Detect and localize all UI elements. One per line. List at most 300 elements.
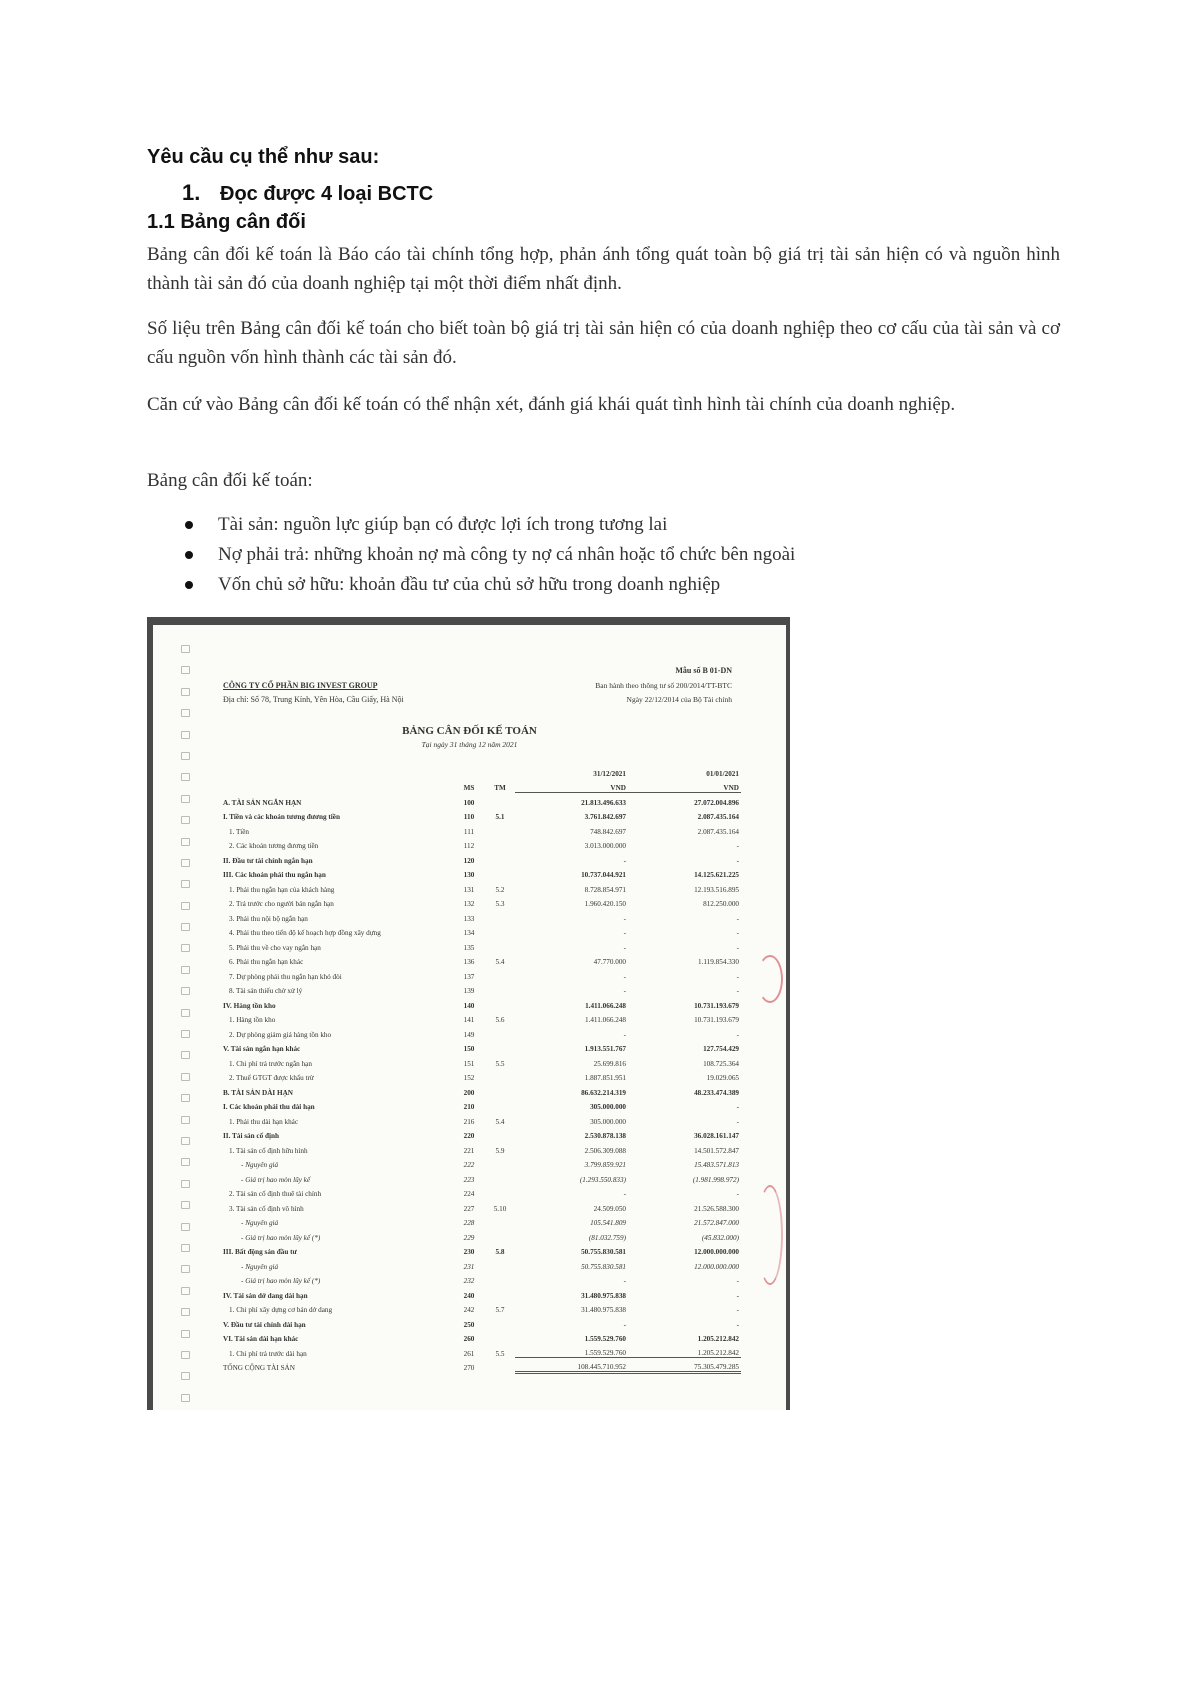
table-row	[221, 981, 741, 996]
row-label: 2. Dự phòng giảm giá hàng tồn kho	[229, 1030, 332, 1039]
row-note	[485, 1314, 515, 1329]
row-note	[485, 1039, 515, 1054]
row-code: 232	[463, 1277, 475, 1285]
bullet-icon	[185, 521, 193, 529]
row-value-2021: 1.913.551.767	[584, 1045, 626, 1053]
paragraph: Căn cứ vào Bảng cân đối kế toán có thể nhận xét, đánh giá khái quát tình hình tài chính của doanh nghiệp.	[147, 394, 956, 415]
row-value-2020: 19.029.065	[706, 1074, 739, 1082]
binding-hole-icon	[181, 902, 190, 910]
binding-hole-icon	[181, 1308, 190, 1316]
row-code: 141	[463, 1016, 475, 1024]
row-value-2021: 2.530.878.138	[584, 1132, 626, 1140]
bullet-icon	[185, 581, 193, 589]
row-note	[485, 937, 515, 952]
bullet-list	[182, 510, 795, 600]
row-note	[485, 1024, 515, 1039]
row-label: 1. Chi phí trả trước dài hạn	[229, 1349, 307, 1358]
table-row	[221, 1314, 741, 1329]
row-value-2021: 86.632.214.319	[581, 1088, 626, 1097]
row-value-2020: 1.119.854.330	[697, 958, 739, 966]
row-value-2021: 3.013.000.000	[584, 842, 626, 850]
row-value-2020: -	[736, 1277, 739, 1285]
row-code: 110	[463, 813, 475, 821]
row-label: 1. Hàng tồn kho	[229, 1016, 276, 1024]
row-note	[485, 792, 515, 807]
row-code: 131	[463, 885, 475, 894]
row-value-2020: -	[736, 943, 739, 952]
row-value-2020: 36.028.161.147	[694, 1132, 739, 1140]
row-note	[485, 981, 515, 996]
row-label: 1. Tài sản cố định hữu hình	[229, 1146, 308, 1155]
column-tm: TM	[494, 784, 506, 792]
list-item-text: Vốn chủ sở hữu: khoản đầu tư của chủ sở hữu trong doanh nghiệp	[218, 574, 721, 595]
row-value-2020: -	[736, 914, 739, 923]
row-label: 5. Phải thu về cho vay ngắn hạn	[229, 943, 321, 952]
binding-hole-icon	[181, 666, 190, 674]
row-note	[485, 1082, 515, 1097]
row-value-2021: -	[623, 1030, 626, 1039]
row-label: 2. Tài sản cố định thuê tài chính	[229, 1190, 322, 1198]
row-value-2020: 812.250.000	[703, 900, 739, 908]
binding-hole-icon	[181, 966, 190, 974]
numbered-heading	[182, 180, 433, 206]
row-code: 230	[463, 1248, 475, 1256]
table-row	[221, 952, 741, 967]
row-label: 2. Trả trước cho người bán ngắn hạn	[229, 900, 334, 908]
row-code: 134	[463, 929, 475, 937]
column-unit-1: VND	[515, 778, 628, 793]
row-label: B. TÀI SẢN DÀI HẠN	[223, 1088, 293, 1097]
list-item	[182, 510, 795, 540]
row-code: 227	[463, 1204, 475, 1213]
row-value-2020: -	[736, 1320, 739, 1329]
row-label: 4. Phải thu theo tiến độ kế hoạch hợp đồng xây dựng	[229, 929, 381, 937]
table-row	[221, 1126, 741, 1141]
row-code: 135	[463, 943, 475, 952]
row-value-2020: 1.205.212.842	[697, 1349, 739, 1357]
row-code: 152	[463, 1074, 475, 1082]
list-item	[182, 570, 795, 600]
row-code: 242	[463, 1306, 475, 1314]
column-date-1: 31/12/2021	[593, 769, 626, 778]
table-header-row	[221, 778, 741, 793]
list-item-text: Tài sản: nguồn lực giúp bạn có được lợi ích trong tương lai	[218, 514, 668, 535]
row-code: 149	[463, 1030, 475, 1039]
numbered-heading-number: 1.	[182, 180, 201, 205]
paragraph: Số liệu trên Bảng cân đối kế toán cho biết toàn bộ giá trị tài sản hiện có của doanh nghiệp theo cơ cấu của tài sản và cơ cấu nguồn vốn hình thành các tài sản đó.	[147, 318, 1060, 368]
row-label: 3. Tài sản cố định vô hình	[229, 1204, 304, 1213]
row-value-2021: 8.728.854.971	[584, 885, 626, 894]
binding-hole-icon	[181, 688, 190, 696]
table-row	[221, 966, 741, 981]
table-row	[221, 792, 741, 807]
row-value-2020: 75.305.479.285	[628, 1358, 741, 1373]
binding-hole-icon	[181, 923, 190, 931]
row-note: 5.3	[495, 900, 505, 908]
row-code: 139	[463, 987, 475, 995]
issued-by: Ban hành theo thông tư số 200/2014/TT-BTC	[595, 681, 732, 690]
row-note	[485, 1256, 515, 1271]
table-row	[221, 879, 741, 894]
row-value-2020: 2.087.435.164	[697, 827, 739, 836]
row-label: - Giá trị hao mòn lũy kế (*)	[241, 1277, 321, 1285]
row-note: 5.5	[495, 1349, 505, 1358]
row-code: 137	[463, 972, 475, 981]
row-value-2021: 10.737.044.921	[581, 871, 626, 879]
row-note	[485, 865, 515, 880]
row-value-2021: 748.842.697	[590, 827, 626, 836]
row-code: 261	[463, 1349, 475, 1358]
list-item-text: Nợ phải trả: những khoản nợ mà công ty nợ cá nhân hoặc tổ chức bên ngoài	[218, 544, 796, 565]
row-value-2021: 108.445.710.952	[515, 1358, 628, 1373]
row-value-2020: 21.526.588.300	[694, 1204, 739, 1213]
paragraph: Bảng cân đối kế toán là Báo cáo tài chính tổng hợp, phản ánh tổng quát toàn bộ giá trị tài sản hiện có và nguồn hình thành tài sản đó của doanh nghiệp tại một thời điểm nhất định.	[147, 244, 1060, 294]
table-row	[221, 1140, 741, 1155]
row-note: 5.9	[495, 1146, 505, 1155]
binding-hole-icon	[181, 1351, 190, 1359]
row-note: 5.4	[495, 958, 505, 966]
table-row	[221, 1242, 741, 1257]
row-value-2021: (81.032.759)	[588, 1233, 626, 1242]
row-value-2021: 2.506.309.088	[584, 1146, 626, 1155]
row-value-2021: 105.541.809	[590, 1219, 626, 1227]
row-note	[485, 1358, 515, 1373]
row-label: A. TÀI SẢN NGẮN HẠN	[223, 798, 302, 807]
row-value-2020: (45.832.000)	[701, 1233, 739, 1242]
balance-sheet-subtitle: Tại ngày 31 tháng 12 năm 2021	[421, 740, 518, 749]
table-row	[221, 908, 741, 923]
row-note	[485, 1213, 515, 1228]
row-value-2021: 305.000.000	[590, 1103, 626, 1111]
row-value-2021: 25.699.816	[593, 1059, 626, 1068]
row-code: 151	[463, 1059, 475, 1068]
balance-sheet-table	[221, 763, 741, 1374]
row-code: 100	[463, 798, 475, 807]
row-value-2020: 14.501.572.847	[694, 1146, 739, 1155]
row-note	[485, 821, 515, 836]
binding-hole-icon	[181, 1180, 190, 1188]
row-code: 221	[463, 1146, 475, 1155]
row-value-2020: 15.483.571.813	[694, 1161, 739, 1169]
row-code: 240	[463, 1291, 475, 1300]
row-value-2020: 48.233.474.389	[694, 1088, 739, 1097]
row-value-2021: -	[623, 943, 626, 952]
binding-hole-icon	[181, 1030, 190, 1038]
row-value-2020: -	[736, 1306, 739, 1314]
row-value-2020: -	[736, 1103, 739, 1111]
row-code: 224	[463, 1190, 475, 1198]
row-value-2021: 50.755.830.581	[581, 1262, 626, 1271]
table-row	[221, 1024, 741, 1039]
row-code: 216	[463, 1117, 475, 1126]
row-label: - Nguyên giá	[241, 1262, 279, 1271]
table-row	[221, 1053, 741, 1068]
binding-hole-icon	[181, 1244, 190, 1252]
row-label: I. Tiền và các khoản tương đương tiền	[223, 813, 340, 821]
red-stamp-mark	[757, 955, 783, 1003]
row-label: 1. Phải thu dài hạn khác	[229, 1117, 299, 1126]
row-label: - Giá trị hao mòn lũy kế (*)	[241, 1233, 321, 1242]
table-row	[221, 1155, 741, 1170]
binding-hole-icon	[181, 709, 190, 717]
row-value-2021: -	[623, 987, 626, 995]
paragraph: Bảng cân đối kế toán:	[147, 470, 313, 491]
binding-holes	[181, 645, 195, 1405]
binding-hole-icon	[181, 1265, 190, 1273]
row-note	[485, 1097, 515, 1112]
binding-hole-icon	[181, 1158, 190, 1166]
row-note	[485, 1285, 515, 1300]
table-row	[221, 923, 741, 938]
row-label: V. Tài sản ngắn hạn khác	[223, 1045, 301, 1053]
row-note: 5.4	[495, 1117, 505, 1126]
row-label: - Giá trị hao mòn lũy kế	[241, 1175, 311, 1184]
row-note: 5.8	[495, 1248, 505, 1256]
row-code: 223	[463, 1175, 475, 1184]
row-code: 136	[463, 958, 475, 966]
row-label: VI. Tài sản dài hạn khác	[223, 1335, 299, 1343]
table-row	[221, 995, 741, 1010]
row-note	[485, 923, 515, 938]
row-code: 222	[463, 1161, 475, 1169]
row-label: - Nguyên giá	[241, 1161, 279, 1169]
row-value-2021: 47.770.000	[593, 958, 626, 966]
row-note: 5.1	[495, 813, 505, 821]
column-date-2: 01/01/2021	[706, 769, 739, 778]
row-note: 5.6	[495, 1016, 505, 1024]
row-value-2021: 1.960.420.150	[584, 900, 626, 908]
binding-hole-icon	[181, 1223, 190, 1231]
binding-hole-icon	[181, 1094, 190, 1102]
row-value-2021: 305.000.000	[590, 1117, 626, 1126]
column-ms: MS	[463, 784, 475, 792]
red-stamp-mark	[757, 1185, 783, 1285]
row-value-2020: -	[736, 972, 739, 981]
row-note: 5.7	[495, 1306, 505, 1314]
row-value-2021: 24.509.050	[593, 1204, 626, 1213]
table-row	[221, 1111, 741, 1126]
row-note: 5.10	[493, 1204, 507, 1213]
row-value-2020: 21.572.847.000	[694, 1219, 739, 1227]
binding-hole-icon	[181, 987, 190, 995]
row-label: 2. Các khoản tương đương tiền	[229, 842, 319, 850]
row-label: 1. Phải thu ngắn hạn của khách hàng	[229, 885, 335, 894]
row-value-2021: -	[623, 914, 626, 923]
row-value-2020: 10.731.193.679	[694, 1016, 739, 1024]
binding-hole-icon	[181, 752, 190, 760]
table-row	[221, 1010, 741, 1025]
issued-date: Ngày 22/12/2014 của Bộ Tài chính	[626, 695, 732, 704]
row-code: 260	[463, 1335, 475, 1343]
binding-hole-icon	[181, 1051, 190, 1059]
numbered-heading-label: Đọc được 4 loại BCTC	[220, 183, 434, 205]
table-row	[221, 1097, 741, 1112]
row-value-2021: 1.559.529.760	[584, 1335, 626, 1343]
row-value-2021: 31.480.975.838	[581, 1291, 626, 1300]
table-header-row	[221, 763, 741, 778]
row-label: 6. Phải thu ngắn hạn khác	[229, 958, 304, 966]
table-row	[221, 1343, 741, 1358]
row-note	[485, 836, 515, 851]
binding-hole-icon	[181, 795, 190, 803]
row-value-2020: 12.000.000.000	[694, 1248, 739, 1256]
table-row	[221, 1068, 741, 1083]
table-row	[221, 1271, 741, 1286]
row-value-2020: -	[736, 987, 739, 995]
row-value-2021: 1.559.529.760	[584, 1349, 626, 1357]
list-item	[182, 540, 795, 570]
row-value-2021: -	[623, 1190, 626, 1198]
binding-hole-icon	[181, 880, 190, 888]
row-code: 250	[463, 1320, 475, 1329]
binding-hole-icon	[181, 1394, 190, 1402]
table-row	[221, 836, 741, 851]
row-label: IV. Tài sản dở dang dài hạn	[223, 1291, 308, 1300]
table-row	[221, 894, 741, 909]
row-label: 8. Tài sản thiếu chờ xử lý	[229, 987, 303, 995]
binding-hole-icon	[181, 1009, 190, 1017]
row-value-2020: -	[736, 1190, 739, 1198]
binding-hole-icon	[181, 1372, 190, 1380]
row-note	[485, 1155, 515, 1170]
row-note	[485, 1126, 515, 1141]
row-value-2020: -	[736, 842, 739, 850]
table-row	[221, 937, 741, 952]
row-note	[485, 1169, 515, 1184]
row-code: 210	[463, 1103, 475, 1111]
binding-hole-icon	[181, 1073, 190, 1081]
row-label: I. Các khoản phải thu dài hạn	[223, 1103, 315, 1111]
binding-hole-icon	[181, 816, 190, 824]
row-code: 111	[463, 827, 475, 836]
row-label: II. Đầu tư tài chính ngắn hạn	[223, 856, 313, 865]
table-row	[221, 1227, 741, 1242]
row-value-2021: 3.761.842.697	[584, 813, 626, 821]
row-code: 270	[463, 1364, 475, 1372]
row-value-2021: 31.480.975.838	[581, 1306, 626, 1314]
column-unit-2: VND	[628, 778, 741, 793]
table-row	[221, 1213, 741, 1228]
form-number: Mẫu số B 01-DN	[675, 666, 732, 675]
row-value-2020: 12.000.000.000	[694, 1262, 739, 1271]
bullet-icon	[185, 551, 193, 559]
scanned-paper	[153, 625, 786, 1410]
row-code: 200	[463, 1088, 475, 1097]
requirements-heading: Yêu cầu cụ thể như sau:	[147, 146, 380, 168]
table-row	[221, 1039, 741, 1054]
table-row	[221, 1082, 741, 1097]
row-value-2020: -	[736, 1117, 739, 1126]
table-row	[221, 1198, 741, 1213]
row-label: 2. Thuế GTGT được khấu trừ	[229, 1074, 314, 1082]
row-label: V. Đầu tư tài chính dài hạn	[223, 1320, 306, 1329]
row-code: 112	[463, 842, 475, 850]
row-note	[485, 995, 515, 1010]
row-label: 7. Dự phòng phải thu ngắn hạn khó đòi	[229, 972, 342, 981]
binding-hole-icon	[181, 645, 190, 653]
binding-hole-icon	[181, 838, 190, 846]
row-code: 140	[463, 1001, 475, 1010]
company-name: CÔNG TY CỔ PHẦN BIG INVEST GROUP	[223, 681, 378, 690]
row-note	[485, 1227, 515, 1242]
row-value-2021: 3.799.859.921	[584, 1161, 626, 1169]
row-value-2021: -	[623, 1320, 626, 1329]
row-code: 220	[463, 1132, 475, 1140]
row-value-2020: 108.725.364	[703, 1059, 739, 1068]
row-value-2020: 1.205.212.842	[697, 1335, 739, 1343]
row-value-2020: 127.754.429	[703, 1045, 739, 1053]
row-label: III. Bất động sản đầu tư	[223, 1248, 297, 1256]
row-note	[485, 908, 515, 923]
binding-hole-icon	[181, 944, 190, 952]
row-value-2021: (1.293.550.833)	[579, 1175, 626, 1184]
row-code: 130	[463, 871, 475, 879]
row-note	[485, 1184, 515, 1199]
row-value-2021: 1.411.066.248	[585, 1001, 626, 1010]
table-row	[221, 807, 741, 822]
row-value-2021: 1.887.851.951	[584, 1074, 626, 1082]
binding-hole-icon	[181, 859, 190, 867]
row-value-2020: (1.981.998.972)	[692, 1175, 739, 1184]
binding-hole-icon	[181, 1201, 190, 1209]
balance-sheet-title: BẢNG CÂN ĐỐI KẾ TOÁN	[402, 725, 537, 737]
table-row	[221, 865, 741, 880]
row-label: III. Các khoản phải thu ngắn hạn	[223, 871, 326, 879]
row-value-2021: -	[623, 1277, 626, 1285]
table-row	[221, 1329, 741, 1344]
row-code: 228	[463, 1219, 475, 1227]
row-value-2020: 14.125.621.225	[694, 871, 739, 879]
row-code: 150	[463, 1045, 475, 1053]
binding-hole-icon	[181, 1137, 190, 1145]
row-code: 133	[463, 914, 475, 923]
binding-hole-icon	[181, 773, 190, 781]
binding-hole-icon	[181, 1287, 190, 1295]
row-note	[485, 1068, 515, 1083]
row-value-2020: -	[736, 856, 739, 865]
row-value-2020: -	[736, 1030, 739, 1039]
row-note	[485, 1329, 515, 1344]
binding-hole-icon	[181, 1116, 190, 1124]
table-row	[221, 1169, 741, 1184]
row-value-2020: -	[736, 929, 739, 937]
row-value-2021: 21.813.496.633	[581, 798, 626, 807]
table-row	[221, 850, 741, 865]
row-note: 5.2	[495, 885, 505, 894]
row-label: II. Tài sản cố định	[223, 1132, 279, 1140]
table-row	[221, 1358, 741, 1373]
binding-hole-icon	[181, 1330, 190, 1338]
row-value-2020: -	[736, 1291, 739, 1300]
scanned-balance-sheet-image	[147, 617, 790, 1410]
section-heading: 1.1 Bảng cân đối	[147, 211, 306, 233]
table-row	[221, 821, 741, 836]
row-label: IV. Hàng tồn kho	[223, 1001, 276, 1010]
row-code: 229	[463, 1233, 475, 1242]
row-value-2020: 27.072.004.896	[694, 798, 739, 807]
row-note	[485, 1271, 515, 1286]
row-value-2020: 10.731.193.679	[694, 1001, 739, 1010]
row-code: 231	[463, 1262, 475, 1271]
row-label: 3. Phải thu nội bộ ngắn hạn	[229, 914, 308, 923]
row-code: 132	[463, 900, 475, 908]
row-value-2021: -	[623, 972, 626, 981]
row-value-2021: -	[623, 856, 626, 865]
row-note	[485, 850, 515, 865]
table-row	[221, 1285, 741, 1300]
row-code: 120	[463, 856, 475, 865]
company-address: Địa chỉ: Số 78, Trung Kính, Yên Hòa, Cầu Giấy, Hà Nội	[223, 695, 404, 704]
